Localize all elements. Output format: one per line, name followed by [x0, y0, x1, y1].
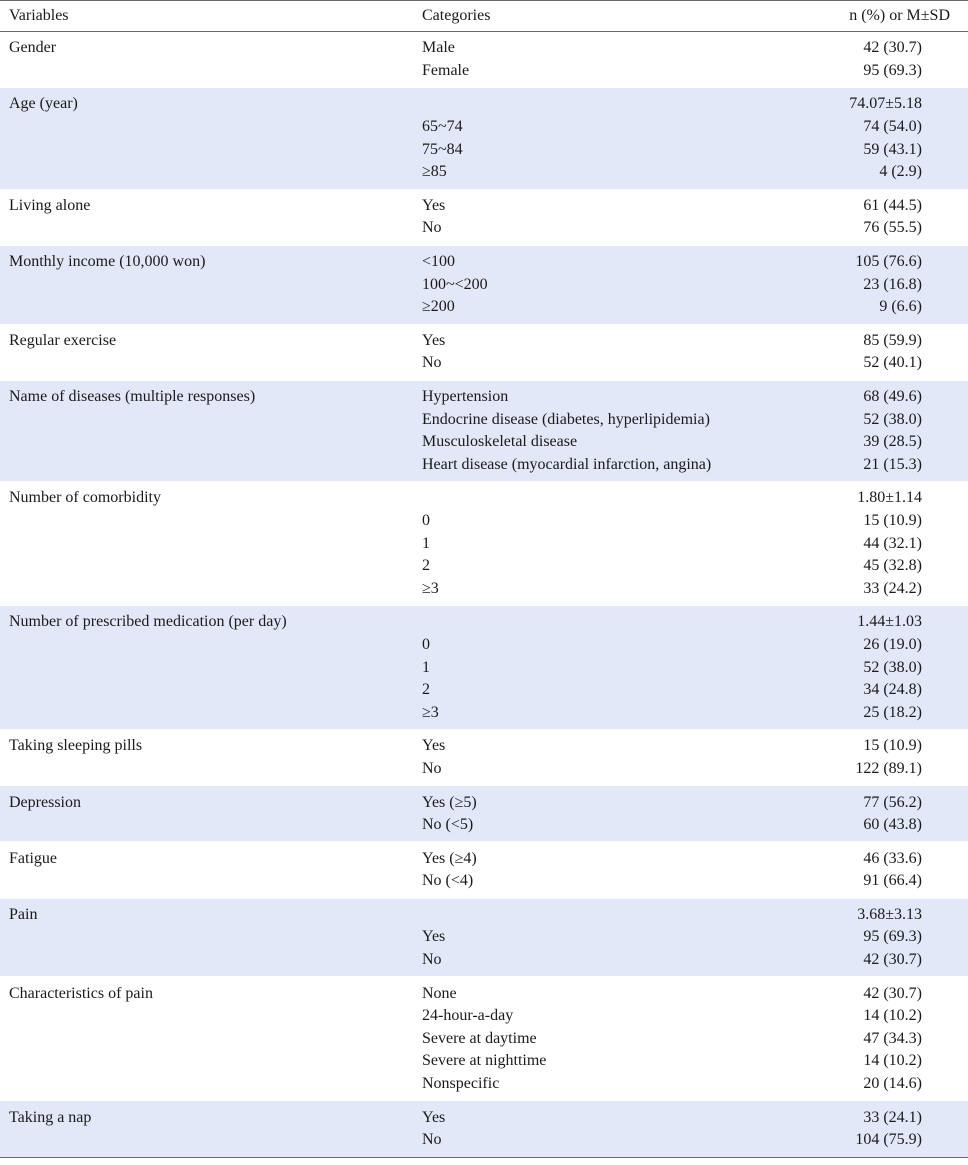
table-row	[0, 1073, 968, 1096]
table-row	[0, 634, 968, 657]
category-cell: 2	[422, 681, 430, 699]
category-cell: No (<4)	[422, 872, 474, 890]
category-cell: <100	[422, 253, 456, 271]
value-cell: 85 (59.9)	[863, 331, 922, 349]
table-row	[0, 656, 968, 679]
table-row-group	[0, 245, 968, 324]
variable-cell: Monthly income (10,000 won)	[9, 253, 206, 271]
category-cell: Male	[422, 39, 455, 57]
category-cell: 65~74	[422, 118, 463, 136]
value-cell: 25 (18.2)	[863, 703, 922, 721]
category-cell: None	[422, 984, 457, 1002]
variable-cell: Characteristics of pain	[9, 984, 153, 1002]
category-cell: 100~<200	[422, 275, 488, 293]
table-row	[0, 251, 968, 274]
value-cell: 33 (24.2)	[863, 579, 922, 597]
variable-cell: Fatigue	[9, 849, 57, 867]
value-cell: 34 (24.8)	[863, 681, 922, 699]
table-row	[0, 217, 968, 240]
variable-cell: Age (year)	[9, 95, 78, 113]
category-cell: No	[422, 219, 442, 237]
table-row	[0, 454, 968, 477]
category-cell: ≥200	[422, 298, 455, 316]
table-row-group	[0, 841, 968, 897]
value-cell: 95 (69.3)	[863, 928, 922, 946]
category-cell: 0	[422, 635, 430, 653]
value-cell: 74.07±5.18	[849, 95, 922, 113]
category-cell: 1	[422, 658, 430, 676]
value-cell: 105 (76.6)	[855, 253, 922, 271]
value-cell: 59 (43.1)	[863, 140, 922, 158]
table-row	[0, 195, 968, 218]
variable-cell: Depression	[9, 793, 81, 811]
category-cell: No	[422, 1131, 442, 1149]
table-row-group	[0, 1100, 968, 1156]
table-row-group	[0, 898, 968, 977]
value-cell: 14 (10.2)	[863, 1052, 922, 1070]
category-cell: Nonspecific	[422, 1075, 500, 1093]
value-cell: 20 (14.6)	[863, 1075, 922, 1093]
value-cell: 74 (54.0)	[863, 118, 922, 136]
table-row	[0, 982, 968, 1005]
value-cell: 33 (24.1)	[863, 1108, 922, 1126]
value-cell: 44 (32.1)	[863, 534, 922, 552]
table-row	[0, 926, 968, 949]
value-cell: 104 (75.9)	[855, 1131, 922, 1149]
value-cell: 3.68±3.13	[857, 905, 922, 923]
value-cell: 21 (15.3)	[863, 455, 922, 473]
table-row	[0, 735, 968, 758]
category-cell: Yes	[422, 331, 446, 349]
category-cell: No	[422, 354, 442, 372]
table-row	[0, 386, 968, 409]
table-row	[0, 532, 968, 555]
table-row	[0, 116, 968, 139]
table-row	[0, 93, 968, 116]
category-cell: 0	[422, 511, 430, 529]
table-row-group	[0, 976, 968, 1100]
category-cell: Female	[422, 61, 470, 79]
variable-cell: Gender	[9, 39, 57, 57]
category-cell: 2	[422, 557, 430, 575]
table-row	[0, 1129, 968, 1152]
table-row	[0, 487, 968, 510]
table-row	[0, 352, 968, 375]
table-row	[0, 161, 968, 184]
value-cell: 95 (69.3)	[863, 61, 922, 79]
table-row	[0, 870, 968, 893]
value-cell: 45 (32.8)	[863, 557, 922, 575]
variable-cell: Number of comorbidity	[9, 489, 161, 507]
category-cell: ≥85	[422, 163, 447, 181]
table-row-group	[0, 481, 968, 605]
table-row	[0, 949, 968, 972]
category-cell: 24-hour-a-day	[422, 1007, 514, 1025]
category-cell: Yes	[422, 737, 446, 755]
table-row	[0, 577, 968, 600]
value-cell: 77 (56.2)	[863, 793, 922, 811]
category-cell: 75~84	[422, 140, 463, 158]
value-cell: 4 (2.9)	[879, 163, 922, 181]
value-cell: 76 (55.5)	[863, 219, 922, 237]
category-cell: Yes (≥5)	[422, 793, 477, 811]
table-row-group	[0, 32, 968, 87]
value-cell: 1.44±1.03	[857, 613, 922, 631]
header-variables: Variables	[9, 7, 69, 24]
table-row-group	[0, 380, 968, 481]
value-cell: 26 (19.0)	[863, 635, 922, 653]
table-row-group	[0, 324, 968, 380]
table-row-group	[0, 605, 968, 729]
variable-cell: Name of diseases (multiple responses)	[9, 388, 256, 406]
value-cell: 14 (10.2)	[863, 1007, 922, 1025]
value-cell: 42 (30.7)	[863, 39, 922, 57]
value-cell: 47 (34.3)	[863, 1029, 922, 1047]
value-cell: 42 (30.7)	[863, 951, 922, 969]
table-row	[0, 701, 968, 724]
table-row	[0, 791, 968, 814]
category-cell: Heart disease (myocardial infarction, angina)	[422, 455, 712, 473]
category-cell: Hypertension	[422, 388, 509, 406]
table-row	[0, 1005, 968, 1028]
table-body	[0, 32, 968, 1158]
table-row	[0, 847, 968, 870]
table-row-group	[0, 189, 968, 245]
value-cell: 52 (40.1)	[863, 354, 922, 372]
variable-cell: Pain	[9, 905, 38, 923]
category-cell: ≥3	[422, 703, 439, 721]
table-row	[0, 1028, 968, 1051]
table-row	[0, 555, 968, 578]
table-row	[0, 273, 968, 296]
value-cell: 61 (44.5)	[863, 196, 922, 214]
value-cell: 46 (33.6)	[863, 849, 922, 867]
table-row	[0, 330, 968, 353]
header-categories: Categories	[422, 7, 491, 24]
value-cell: 91 (66.4)	[863, 872, 922, 890]
category-cell: Yes	[422, 928, 446, 946]
category-cell: No	[422, 759, 442, 777]
category-cell: Yes (≥4)	[422, 849, 477, 867]
table-row	[0, 296, 968, 319]
table-row-group	[0, 785, 968, 841]
category-cell: Yes	[422, 196, 446, 214]
category-cell: Severe at daytime	[422, 1029, 537, 1047]
table-row	[0, 758, 968, 781]
table-row	[0, 679, 968, 702]
table-row	[0, 1106, 968, 1129]
variable-cell: Taking sleeping pills	[9, 737, 143, 755]
category-cell: Yes	[422, 1108, 446, 1126]
variable-cell: Regular exercise	[9, 331, 117, 349]
value-cell: 15 (10.9)	[863, 511, 922, 529]
variable-cell: Taking a nap	[9, 1108, 92, 1126]
table-row-group	[0, 729, 968, 785]
category-cell: Endocrine disease (diabetes, hyperlipidemia)	[422, 410, 710, 428]
table-row	[0, 814, 968, 837]
value-cell: 52 (38.0)	[863, 410, 922, 428]
table-row	[0, 904, 968, 927]
value-cell: 39 (28.5)	[863, 433, 922, 451]
table-row	[0, 1050, 968, 1073]
variable-cell: Living alone	[9, 196, 91, 214]
table-row	[0, 510, 968, 533]
value-cell: 15 (10.9)	[863, 737, 922, 755]
value-cell: 23 (16.8)	[863, 275, 922, 293]
table-row	[0, 408, 968, 431]
table-row	[0, 431, 968, 454]
table-row-group	[0, 87, 968, 188]
value-cell: 42 (30.7)	[863, 984, 922, 1002]
category-cell: 1	[422, 534, 430, 552]
category-cell: Musculoskeletal disease	[422, 433, 578, 451]
value-cell: 1.80±1.14	[857, 489, 922, 507]
table-row	[0, 60, 968, 83]
variable-cell: Number of prescribed medication (per day)	[9, 613, 287, 631]
category-cell: No	[422, 951, 442, 969]
header-value: n (%) or M±SD	[849, 7, 950, 24]
table-header	[0, 0, 968, 32]
table-row	[0, 37, 968, 60]
value-cell: 52 (38.0)	[863, 658, 922, 676]
value-cell: 60 (43.8)	[863, 816, 922, 834]
table-row	[0, 138, 968, 161]
category-cell: ≥3	[422, 579, 439, 597]
value-cell: 122 (89.1)	[855, 759, 922, 777]
value-cell: 9 (6.6)	[879, 298, 922, 316]
value-cell: 68 (49.6)	[863, 388, 922, 406]
category-cell: Severe at nighttime	[422, 1052, 547, 1070]
table-row	[0, 611, 968, 634]
category-cell: No (<5)	[422, 816, 474, 834]
